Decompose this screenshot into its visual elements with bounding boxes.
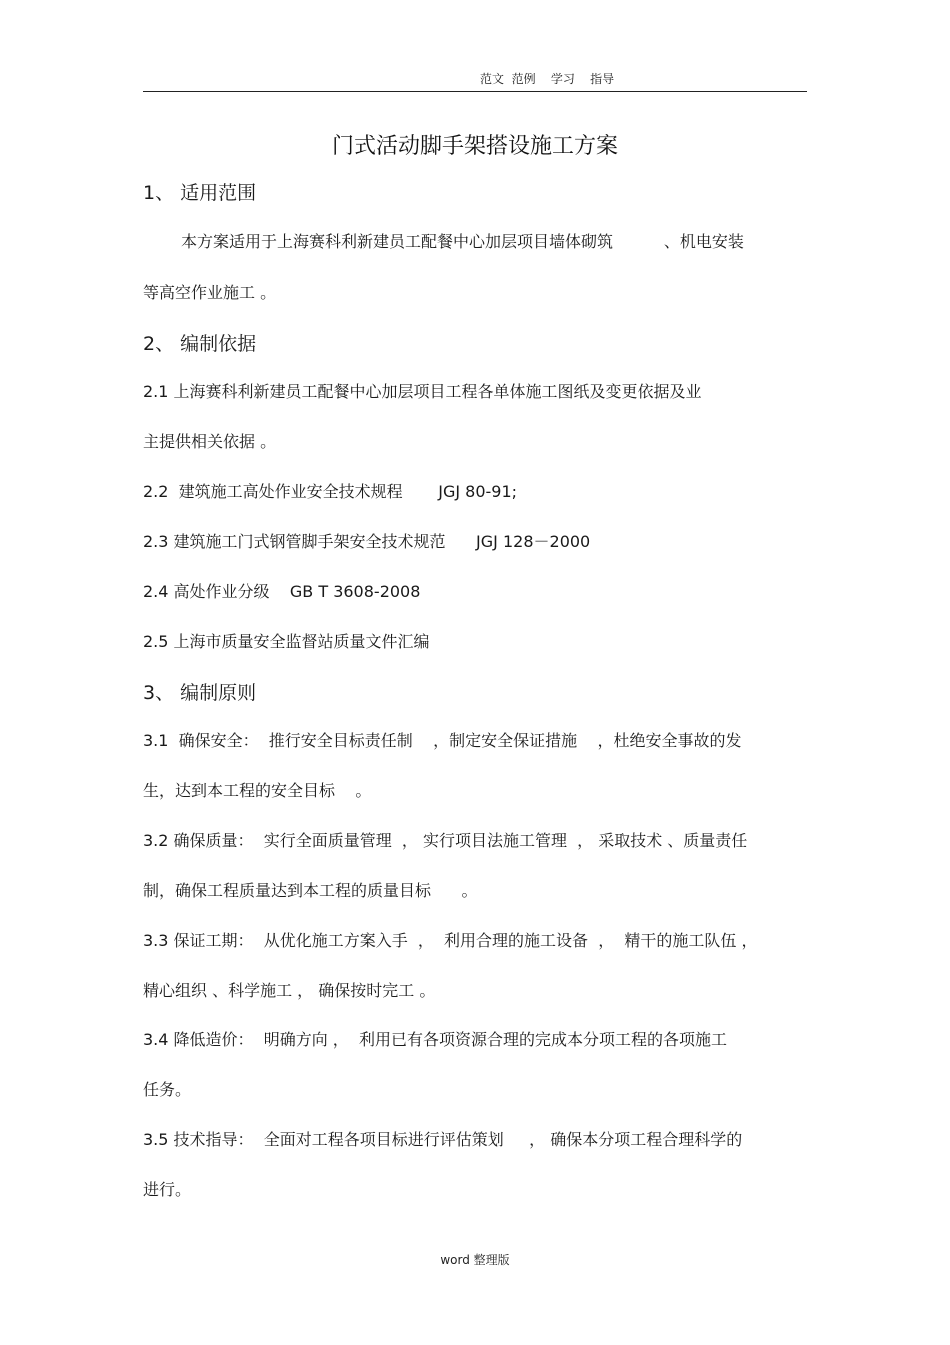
item-3-3-line-2: 精心组织 、科学施工 ， 确保按时完工 。 [143,981,436,1000]
item-3-4-line-1: 3.4 降低造价： 明确方向 ， 利用已有各项资源合理的完成本分项工程的各项施工 [143,1030,727,1049]
item-2-1-line-1: 2.1 上海赛科利新建员工配餐中心加层项目工程各单体施工图纸及变更依据及业 [143,382,702,401]
item-3-5-line-2: 进行。 [143,1180,192,1199]
item-2-5: 2.5 上海市质量安全监督站质量文件汇编 [143,632,430,651]
item-3-4-line-2: 任务。 [143,1080,192,1099]
section-1-heading: 1、 适用范围 [143,182,257,204]
page-footer: word 整理版 [440,1253,510,1267]
section-2-heading: 2、 编制依据 [143,333,257,355]
document-title: 门式活动脚手架搭设施工方案 [331,134,618,159]
section-3-heading: 3、 编制原则 [143,682,257,704]
item-2-4: 2.4 高处作业分级 GB T 3608-2008 [143,582,421,601]
item-3-1-line-2: 生，达到本工程的安全目标 。 [143,781,372,800]
item-3-1-line-1: 3.1 确保安全： 推行安全目标责任制 ，制定安全保证措施 ，杜绝安全事故的发 [143,731,742,750]
header-divider [143,91,807,92]
section-1-paragraph-line-2: 等高空作业施工 。 [143,283,277,302]
item-3-5-line-1: 3.5 技术指导： 全面对工程各项目标进行评估策划 ， 确保本分项工程合理科学的 [143,1130,743,1149]
item-3-2-line-1: 3.2 确保质量： 实行全面质量管理 ， 实行项目法施工管理 ， 采取技术 、质量责任 [143,831,748,850]
item-2-1-line-2: 主提供相关依据 。 [143,432,277,451]
item-2-2: 2.2 建筑施工高处作业安全技术规程 JGJ 80-91; [143,482,518,501]
item-3-2-line-2: 制，确保工程质量达到本工程的质量目标 。 [143,881,478,900]
item-3-3-line-1: 3.3 保证工期： 从优化施工方案入手 ， 利用合理的施工设备 ， 精干的施工队伍 ， [143,931,758,950]
item-2-3: 2.3 建筑施工门式钢管脚手架安全技术规范 JGJ 128－2000 [143,532,591,551]
page-header: 范文 范例 学习 指导 [480,72,615,86]
section-1-paragraph-line-1: 本方案适用于上海赛科利新建员工配餐中心加层项目墙体砌筑 、机电安装 [181,232,744,251]
